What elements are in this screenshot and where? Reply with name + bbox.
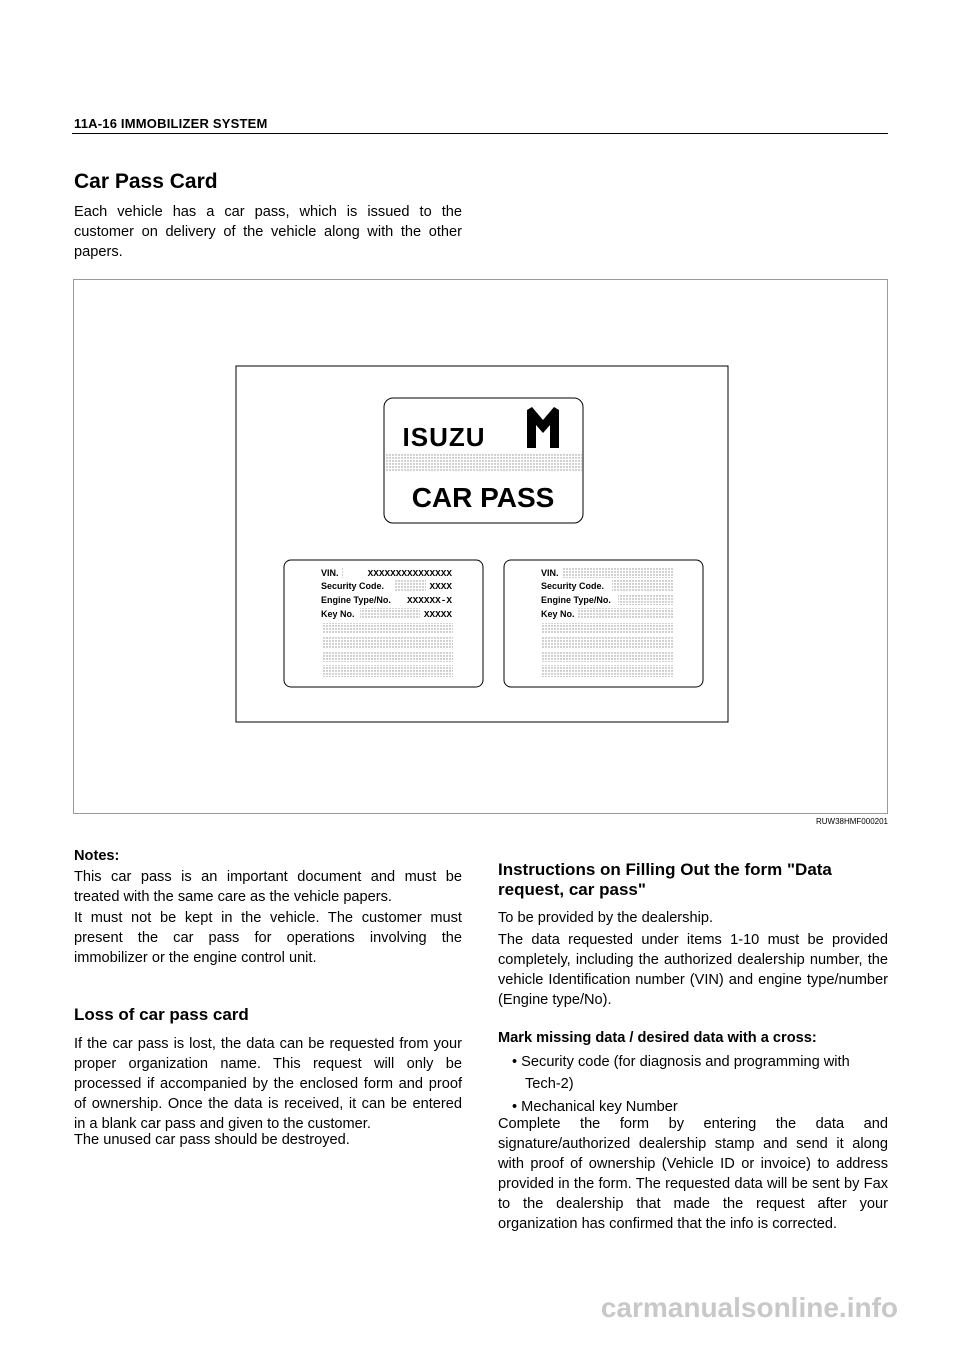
car-pass-figure — [73, 279, 888, 814]
engine-type-label: Engine Type/No. — [541, 595, 611, 605]
instructions-paragraph-3: Complete the form by entering the data and signature/authorized dealership stamp and send it along with proof of ownership (Vehicle ID or invoice) to address provided in the form. The requested data will be sent by Fax to the dealership that made the request after your organization has confirmed that the info is corrected. — [498, 1116, 888, 1232]
page-title: Car Pass Card — [74, 170, 218, 193]
loss-paragraph-1: If the car pass is lost, the data can be requested from your proper organization name. This request will only be processed if accompanied by the enclosed form and proof of ownership. Once the data is received, it can be entered in a blank car pass and given to the customer. — [74, 1036, 462, 1132]
header-rule — [72, 133, 888, 134]
key-no-label: Key No. — [321, 609, 355, 619]
instructions-paragraph-1: To be provided by the dealership. — [498, 910, 713, 926]
loss-heading: Loss of car pass card — [74, 1005, 249, 1024]
loss-paragraph-2: The unused car pass should be destroyed. — [74, 1132, 350, 1148]
mark-heading: Mark missing data / desired data with a cross: — [498, 1030, 817, 1046]
security-code-value: XXXX — [429, 581, 452, 592]
notes-heading: Notes: — [74, 848, 120, 864]
instructions-heading: Instructions on Filling Out the form "Data request, car pass" — [498, 860, 832, 899]
notes-paragraph-1: This car pass is an important document and must be treated with the same care as the vehicle papers. — [74, 869, 462, 905]
isuzu-logo: ISUZU — [402, 422, 486, 452]
instructions-paragraph-2: The data requested under items 1-10 must be provided completely, including the authorized dealership number, the vehicle Identification number (VIN) and engine type/number (Engine type/No). — [498, 932, 888, 1008]
car-pass-title: CAR PASS — [411, 482, 555, 513]
bullet-icon: • — [512, 1099, 518, 1115]
bullet-security-code — [512, 1052, 882, 1072]
bullet-text: Mechanical key Number — [521, 1099, 678, 1115]
security-code-label: Security Code. — [321, 581, 385, 591]
notes-paragraph-2: It must not be kept in the vehicle. The customer must present the car pass for operations involving the immobilizer or the engine control unit. — [74, 910, 462, 966]
security-code-label: Security Code. — [541, 581, 605, 591]
key-no-label: Key No. — [541, 609, 575, 619]
engine-type-value: XXXXXX-X — [406, 595, 452, 606]
key-no-value: XXXXX — [423, 609, 452, 620]
watermark: carmanualsonline.info — [600, 1292, 898, 1323]
car-pass-filled-card — [284, 560, 483, 687]
cover-stripe — [385, 454, 582, 471]
intro-paragraph: Each vehicle has a car pass, which is issued to the customer on delivery of the vehicle along with the other papers. — [74, 204, 462, 260]
vin-label: VIN. — [541, 568, 559, 578]
bullet-icon: • — [512, 1054, 518, 1070]
vin-value: XXXXXXXXXXXXXXX — [367, 568, 452, 579]
vin-label: VIN. — [321, 568, 339, 578]
car-pass-illustration — [74, 280, 887, 813]
figure-caption: RUW38HMF000201 — [815, 817, 888, 826]
engine-type-label: Engine Type/No. — [321, 595, 391, 605]
page-header: 11A-16 IMMOBILIZER SYSTEM — [74, 116, 268, 131]
bullet-text: Security code (for diagnosis and programming with — [521, 1054, 850, 1070]
bullet-continuation: Tech-2) — [525, 1076, 574, 1092]
car-pass-blank-card — [504, 560, 703, 687]
